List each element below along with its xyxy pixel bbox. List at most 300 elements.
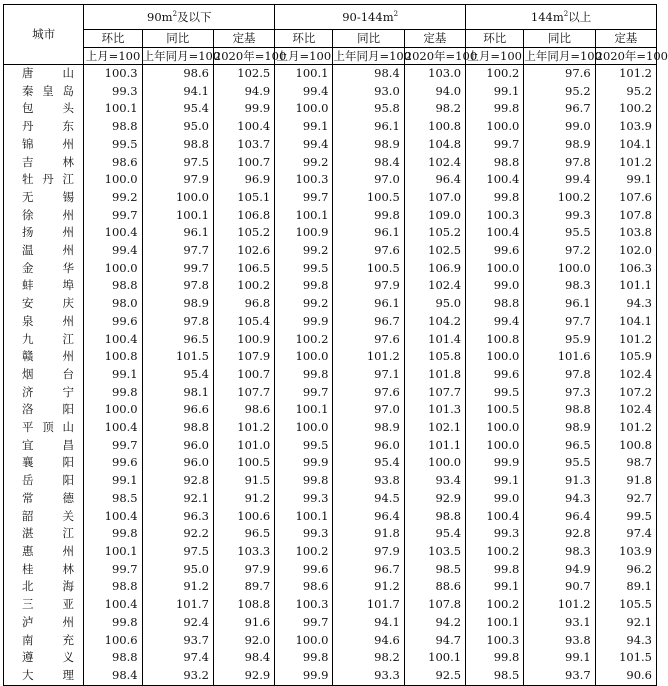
index-value-cell: 98.8	[466, 154, 524, 172]
city-cell	[4, 189, 84, 207]
index-value-cell: 98.2	[404, 100, 465, 118]
index-value-cell: 99.8	[84, 384, 142, 402]
index-value-cell: 98.4	[333, 154, 404, 172]
index-value-cell: 99.7	[275, 384, 333, 402]
index-value-cell: 101.2	[333, 348, 404, 366]
table-row	[4, 384, 657, 402]
city-name: 常德	[22, 490, 74, 505]
city-name: 洛阳	[22, 402, 74, 417]
index-value-cell: 101.2	[595, 331, 656, 349]
index-value-cell: 91.8	[333, 525, 404, 543]
index-value-cell: 99.9	[466, 454, 524, 472]
index-value-cell: 94.1	[333, 614, 404, 632]
index-value-cell: 103.7	[213, 136, 274, 154]
index-value-cell: 92.4	[142, 614, 213, 632]
index-value-cell: 99.3	[524, 207, 595, 225]
index-value-cell: 98.6	[84, 154, 142, 172]
city-cell	[4, 313, 84, 331]
city-cell	[4, 136, 84, 154]
index-value-cell: 97.8	[524, 154, 595, 172]
index-value-cell: 100.1	[84, 543, 142, 561]
index-value-cell: 100.3	[466, 207, 524, 225]
index-value-cell: 100.2	[466, 65, 524, 83]
index-value-cell: 93.8	[524, 632, 595, 650]
index-value-cell: 102.6	[213, 242, 274, 260]
table-row	[4, 490, 657, 508]
city-cell	[4, 295, 84, 313]
index-value-cell: 100.1	[275, 508, 333, 526]
index-value-cell: 98.9	[333, 136, 404, 154]
index-value-cell: 99.8	[466, 561, 524, 579]
table-row	[4, 65, 657, 83]
city-cell	[4, 508, 84, 526]
index-value-cell: 97.4	[142, 649, 213, 667]
index-value-cell: 100.5	[213, 454, 274, 472]
index-value-cell: 96.0	[142, 437, 213, 455]
city-name: 桂林	[22, 561, 74, 576]
index-value-cell: 100.0	[466, 437, 524, 455]
index-value-cell: 101.7	[142, 596, 213, 614]
index-value-cell: 99.7	[142, 260, 213, 278]
table-row	[4, 331, 657, 349]
index-value-cell: 98.1	[142, 384, 213, 402]
index-value-cell: 91.5	[213, 472, 274, 490]
index-value-cell: 102.4	[595, 401, 656, 419]
city-cell	[4, 384, 84, 402]
index-value-cell: 97.3	[524, 384, 595, 402]
city-name: 唐山	[22, 66, 74, 80]
index-value-cell: 101.1	[404, 437, 465, 455]
index-value-cell: 100.8	[466, 331, 524, 349]
index-value-cell: 99.4	[466, 313, 524, 331]
index-value-cell: 94.2	[404, 614, 465, 632]
index-value-cell: 100.4	[84, 508, 142, 526]
index-value-cell: 92.2	[142, 525, 213, 543]
index-value-cell: 107.7	[404, 384, 465, 402]
index-value-cell: 100.9	[275, 224, 333, 242]
base-header-2020: 2020年=100	[404, 48, 478, 63]
index-value-cell: 98.5	[466, 667, 524, 685]
index-value-cell: 98.0	[84, 295, 142, 313]
index-value-cell: 102.4	[595, 366, 656, 384]
index-value-cell: 98.8	[142, 136, 213, 154]
index-value-cell: 88.6	[404, 578, 465, 596]
index-value-cell: 99.9	[275, 313, 333, 331]
table-row	[4, 667, 657, 685]
table-row	[4, 242, 657, 260]
index-value-cell: 95.4	[404, 525, 465, 543]
index-value-cell: 93.4	[404, 472, 465, 490]
index-value-cell: 90.6	[595, 667, 656, 685]
index-value-cell: 100.3	[275, 596, 333, 614]
index-value-cell: 91.6	[213, 614, 274, 632]
index-value-cell: 100.2	[524, 189, 595, 207]
index-value-cell: 100.0	[84, 401, 142, 419]
index-value-cell: 89.7	[213, 578, 274, 596]
city-cell	[4, 154, 84, 172]
index-value-cell: 99.1	[84, 472, 142, 490]
index-value-cell: 97.7	[142, 242, 213, 260]
city-cell	[4, 561, 84, 579]
index-value-cell: 99.8	[275, 366, 333, 384]
index-value-cell: 99.9	[275, 667, 333, 685]
index-value-cell: 95.0	[142, 118, 213, 136]
index-value-cell: 90.7	[524, 578, 595, 596]
base-header-2020: 2020年=100	[213, 48, 287, 63]
index-value-cell: 100.0	[275, 419, 333, 437]
index-value-cell: 98.8	[84, 118, 142, 136]
index-value-cell: 97.5	[142, 543, 213, 561]
index-value-cell: 95.4	[142, 100, 213, 118]
index-value-cell: 94.9	[524, 561, 595, 579]
index-value-cell: 100.2	[466, 543, 524, 561]
index-value-cell: 107.8	[404, 596, 465, 614]
index-value-cell: 97.1	[333, 366, 404, 384]
index-value-cell: 99.7	[84, 207, 142, 225]
index-value-cell: 100.8	[404, 118, 465, 136]
city-name: 安庆	[22, 296, 74, 311]
index-value-cell: 96.8	[213, 295, 274, 313]
index-value-cell: 96.7	[333, 313, 404, 331]
index-value-cell: 92.8	[524, 525, 595, 543]
city-name: 惠州	[22, 543, 74, 558]
group-header-small: $90m^2$及以下	[84, 5, 275, 30]
index-value-cell: 98.8	[84, 578, 142, 596]
base-header-last-month: 上月=100	[85, 48, 141, 63]
index-value-cell: 98.6	[275, 578, 333, 596]
index-value-cell: 97.8	[142, 313, 213, 331]
table-row	[4, 189, 657, 207]
city-cell	[4, 366, 84, 384]
index-value-cell: 99.6	[84, 454, 142, 472]
index-value-cell: 99.0	[524, 118, 595, 136]
index-value-cell: 98.4	[213, 649, 274, 667]
index-value-cell: 106.3	[595, 260, 656, 278]
index-value-cell: 100.0	[466, 118, 524, 136]
index-value-cell: 96.5	[142, 331, 213, 349]
index-value-cell: 100.4	[466, 508, 524, 526]
index-value-cell: 100.8	[84, 348, 142, 366]
table-row	[4, 348, 657, 366]
index-value-cell: 105.2	[213, 224, 274, 242]
index-value-cell: 107.6	[595, 189, 656, 207]
index-value-cell: 97.0	[333, 171, 404, 189]
index-value-cell: 93.2	[142, 667, 213, 685]
index-value-cell: 94.7	[404, 632, 465, 650]
index-value-cell: 100.2	[595, 100, 656, 118]
table-row	[4, 171, 657, 189]
index-value-cell: 94.6	[333, 632, 404, 650]
index-value-cell: 97.2	[524, 242, 595, 260]
index-value-cell: 100.2	[275, 543, 333, 561]
table-row	[4, 313, 657, 331]
city-cell	[4, 118, 84, 136]
index-value-cell: 100.4	[84, 224, 142, 242]
index-value-cell: 105.9	[595, 348, 656, 366]
index-value-cell: 101.7	[333, 596, 404, 614]
index-value-cell: 107.2	[595, 384, 656, 402]
index-value-cell: 100.1	[404, 649, 465, 667]
index-value-cell: 99.1	[524, 649, 595, 667]
city-name: 三亚	[22, 597, 74, 612]
index-value-cell: 91.3	[524, 472, 595, 490]
table-row	[4, 118, 657, 136]
table-row	[4, 578, 657, 596]
index-value-cell: 101.5	[142, 348, 213, 366]
table-row	[4, 454, 657, 472]
index-value-cell: 100.3	[275, 171, 333, 189]
index-value-cell: 102.5	[213, 65, 274, 83]
index-value-cell: 97.8	[142, 277, 213, 295]
index-value-cell: 99.8	[333, 207, 404, 225]
index-value-cell: 100.8	[595, 437, 656, 455]
index-value-cell: 96.4	[404, 171, 465, 189]
city-name: 济宁	[22, 384, 74, 399]
index-value-cell: 96.1	[333, 118, 404, 136]
index-value-cell: 99.9	[275, 454, 333, 472]
index-value-cell: 96.6	[142, 401, 213, 419]
index-value-cell: 100.4	[466, 171, 524, 189]
index-value-cell: 103.0	[404, 65, 465, 83]
index-value-cell: 100.1	[466, 614, 524, 632]
index-value-cell: 100.1	[275, 401, 333, 419]
city-cell	[4, 437, 84, 455]
index-value-cell: 104.1	[595, 313, 656, 331]
index-value-cell: 99.5	[466, 384, 524, 402]
index-value-cell: 93.3	[333, 667, 404, 685]
index-value-cell: 92.9	[213, 667, 274, 685]
index-value-cell: 96.5	[524, 437, 595, 455]
index-value-cell: 98.9	[333, 419, 404, 437]
index-value-cell: 99.2	[84, 189, 142, 207]
index-value-cell: 99.8	[275, 649, 333, 667]
table-row	[4, 100, 657, 118]
index-value-cell: 100.5	[466, 401, 524, 419]
city-name: 平顶山	[22, 420, 74, 435]
index-value-cell: 97.9	[333, 277, 404, 295]
base-header-last-year: 上年同月=100	[333, 48, 412, 63]
index-value-cell: 91.8	[595, 472, 656, 490]
index-value-cell: 96.5	[213, 525, 274, 543]
city-cell	[4, 100, 84, 118]
index-value-cell: 97.4	[595, 525, 656, 543]
city-cell	[4, 472, 84, 490]
index-value-cell: 99.8	[275, 472, 333, 490]
city-cell	[4, 419, 84, 437]
index-value-cell: 96.1	[333, 295, 404, 313]
index-value-cell: 97.9	[213, 561, 274, 579]
index-value-cell: 105.2	[404, 224, 465, 242]
index-value-cell: 94.3	[595, 632, 656, 650]
index-value-cell: 99.8	[84, 614, 142, 632]
index-value-cell: 95.5	[524, 454, 595, 472]
index-value-cell: 100.1	[142, 207, 213, 225]
index-value-cell: 94.3	[595, 295, 656, 313]
index-value-cell: 98.8	[84, 277, 142, 295]
index-value-cell: 105.1	[213, 189, 274, 207]
index-value-cell: 101.2	[213, 419, 274, 437]
index-value-cell: 101.4	[404, 331, 465, 349]
index-value-cell: 103.9	[595, 118, 656, 136]
index-value-cell: 99.7	[275, 189, 333, 207]
index-value-cell: 101.2	[524, 596, 595, 614]
index-value-cell: 103.3	[213, 543, 274, 561]
index-value-cell: 96.0	[142, 454, 213, 472]
index-value-cell: 99.4	[524, 171, 595, 189]
index-value-cell: 99.3	[275, 490, 333, 508]
index-value-cell: 101.5	[595, 649, 656, 667]
index-value-cell: 105.8	[404, 348, 465, 366]
index-value-cell: 94.5	[333, 490, 404, 508]
city-name: 岳阳	[22, 473, 74, 488]
index-value-cell: 98.8	[404, 508, 465, 526]
index-value-cell: 106.9	[404, 260, 465, 278]
city-cell	[4, 348, 84, 366]
table-row	[4, 295, 657, 313]
index-value-cell: 100.4	[466, 224, 524, 242]
base-header-last-month: 上月=100	[467, 48, 522, 63]
index-value-cell: 100.4	[213, 118, 274, 136]
index-value-cell: 96.7	[333, 561, 404, 579]
sub-header-yoy: 同比	[142, 30, 213, 48]
index-value-cell: 99.3	[275, 525, 333, 543]
index-value-cell: 99.6	[275, 561, 333, 579]
index-value-cell: 101.2	[595, 65, 656, 83]
index-value-cell: 100.1	[84, 100, 142, 118]
index-value-cell: 107.7	[213, 384, 274, 402]
city-cell	[4, 260, 84, 278]
index-value-cell: 99.3	[466, 525, 524, 543]
index-value-cell: 99.0	[466, 277, 524, 295]
index-value-cell: 97.7	[524, 313, 595, 331]
table-row	[4, 260, 657, 278]
city-name: 温州	[22, 243, 74, 258]
index-value-cell: 105.5	[595, 596, 656, 614]
index-value-cell: 100.0	[466, 419, 524, 437]
index-value-cell: 102.4	[404, 277, 465, 295]
index-value-cell: 93.7	[524, 667, 595, 685]
index-value-cell: 98.6	[142, 65, 213, 83]
index-value-cell: 107.9	[213, 348, 274, 366]
city-name: 无锡	[22, 189, 74, 204]
index-value-cell: 106.8	[213, 207, 274, 225]
index-value-cell: 97.6	[524, 65, 595, 83]
table-row	[4, 508, 657, 526]
index-value-cell: 99.9	[213, 100, 274, 118]
table-row	[4, 154, 657, 172]
index-value-cell: 100.1	[275, 65, 333, 83]
city-cell	[4, 83, 84, 101]
index-value-cell: 100.0	[84, 260, 142, 278]
table-row	[4, 649, 657, 667]
index-value-cell: 93.1	[524, 614, 595, 632]
table-row	[4, 437, 657, 455]
group-header-medium: $90-144m^2$	[275, 5, 466, 30]
index-value-cell: 95.0	[404, 295, 465, 313]
index-value-cell: 98.3	[524, 277, 595, 295]
index-value-cell: 100.0	[404, 454, 465, 472]
table-row	[4, 83, 657, 101]
city-name: 韶关	[22, 508, 74, 523]
index-value-cell: 107.0	[404, 189, 465, 207]
table-row	[4, 419, 657, 437]
city-name: 牡丹江	[22, 172, 74, 187]
index-value-cell: 103.5	[404, 543, 465, 561]
base-header-2020: 2020年=100	[595, 48, 668, 63]
index-value-cell: 98.7	[595, 454, 656, 472]
index-value-cell: 99.1	[275, 118, 333, 136]
index-value-cell: 99.0	[466, 490, 524, 508]
index-value-cell: 99.4	[275, 136, 333, 154]
index-value-cell: 99.6	[84, 313, 142, 331]
index-value-cell: 98.5	[404, 561, 465, 579]
index-value-cell: 107.8	[595, 207, 656, 225]
index-value-cell: 98.6	[213, 401, 274, 419]
index-value-cell: 98.4	[84, 667, 142, 685]
index-value-cell: 95.5	[524, 224, 595, 242]
city-name: 扬州	[22, 225, 74, 240]
index-value-cell: 103.8	[595, 224, 656, 242]
index-value-cell: 99.1	[466, 83, 524, 101]
index-value-cell: 99.7	[466, 136, 524, 154]
index-value-cell: 102.0	[595, 242, 656, 260]
city-cell	[4, 614, 84, 632]
index-value-cell: 99.5	[275, 437, 333, 455]
city-cell	[4, 401, 84, 419]
index-value-cell: 102.4	[404, 154, 465, 172]
index-value-cell: 93.8	[333, 472, 404, 490]
index-value-cell: 96.1	[524, 295, 595, 313]
city-cell	[4, 649, 84, 667]
table-body	[4, 65, 657, 686]
index-value-cell: 99.8	[84, 525, 142, 543]
index-value-cell: 95.4	[333, 454, 404, 472]
sub-header-fixed: 定基	[595, 30, 656, 48]
city-name: 丹东	[22, 119, 74, 134]
sub-header-yoy: 同比	[524, 30, 595, 48]
index-value-cell: 100.0	[466, 260, 524, 278]
city-name: 秦皇岛	[22, 83, 74, 98]
index-value-cell: 99.8	[466, 649, 524, 667]
index-value-cell: 94.0	[404, 83, 465, 101]
index-value-cell: 100.5	[333, 260, 404, 278]
city-name: 襄阳	[22, 455, 74, 470]
city-name: 北海	[22, 579, 74, 594]
index-value-cell: 100.6	[213, 508, 274, 526]
index-value-cell: 99.1	[84, 366, 142, 384]
index-value-cell: 100.0	[275, 100, 333, 118]
index-value-cell: 100.2	[213, 277, 274, 295]
index-value-cell: 99.5	[595, 508, 656, 526]
city-name: 徐州	[22, 207, 74, 222]
index-value-cell: 103.9	[595, 543, 656, 561]
index-value-cell: 100.7	[213, 154, 274, 172]
index-value-cell: 96.2	[595, 561, 656, 579]
table-row	[4, 136, 657, 154]
index-value-cell: 109.0	[404, 207, 465, 225]
index-value-cell: 99.3	[84, 83, 142, 101]
index-value-cell: 92.8	[142, 472, 213, 490]
index-value-cell: 98.4	[333, 65, 404, 83]
city-cell	[4, 543, 84, 561]
index-value-cell: 95.2	[595, 83, 656, 101]
index-value-cell: 101.8	[404, 366, 465, 384]
city-name: 吉林	[22, 154, 74, 169]
table-row	[4, 224, 657, 242]
index-value-cell: 99.1	[595, 171, 656, 189]
index-value-cell: 98.8	[142, 419, 213, 437]
index-value-cell: 104.2	[404, 313, 465, 331]
